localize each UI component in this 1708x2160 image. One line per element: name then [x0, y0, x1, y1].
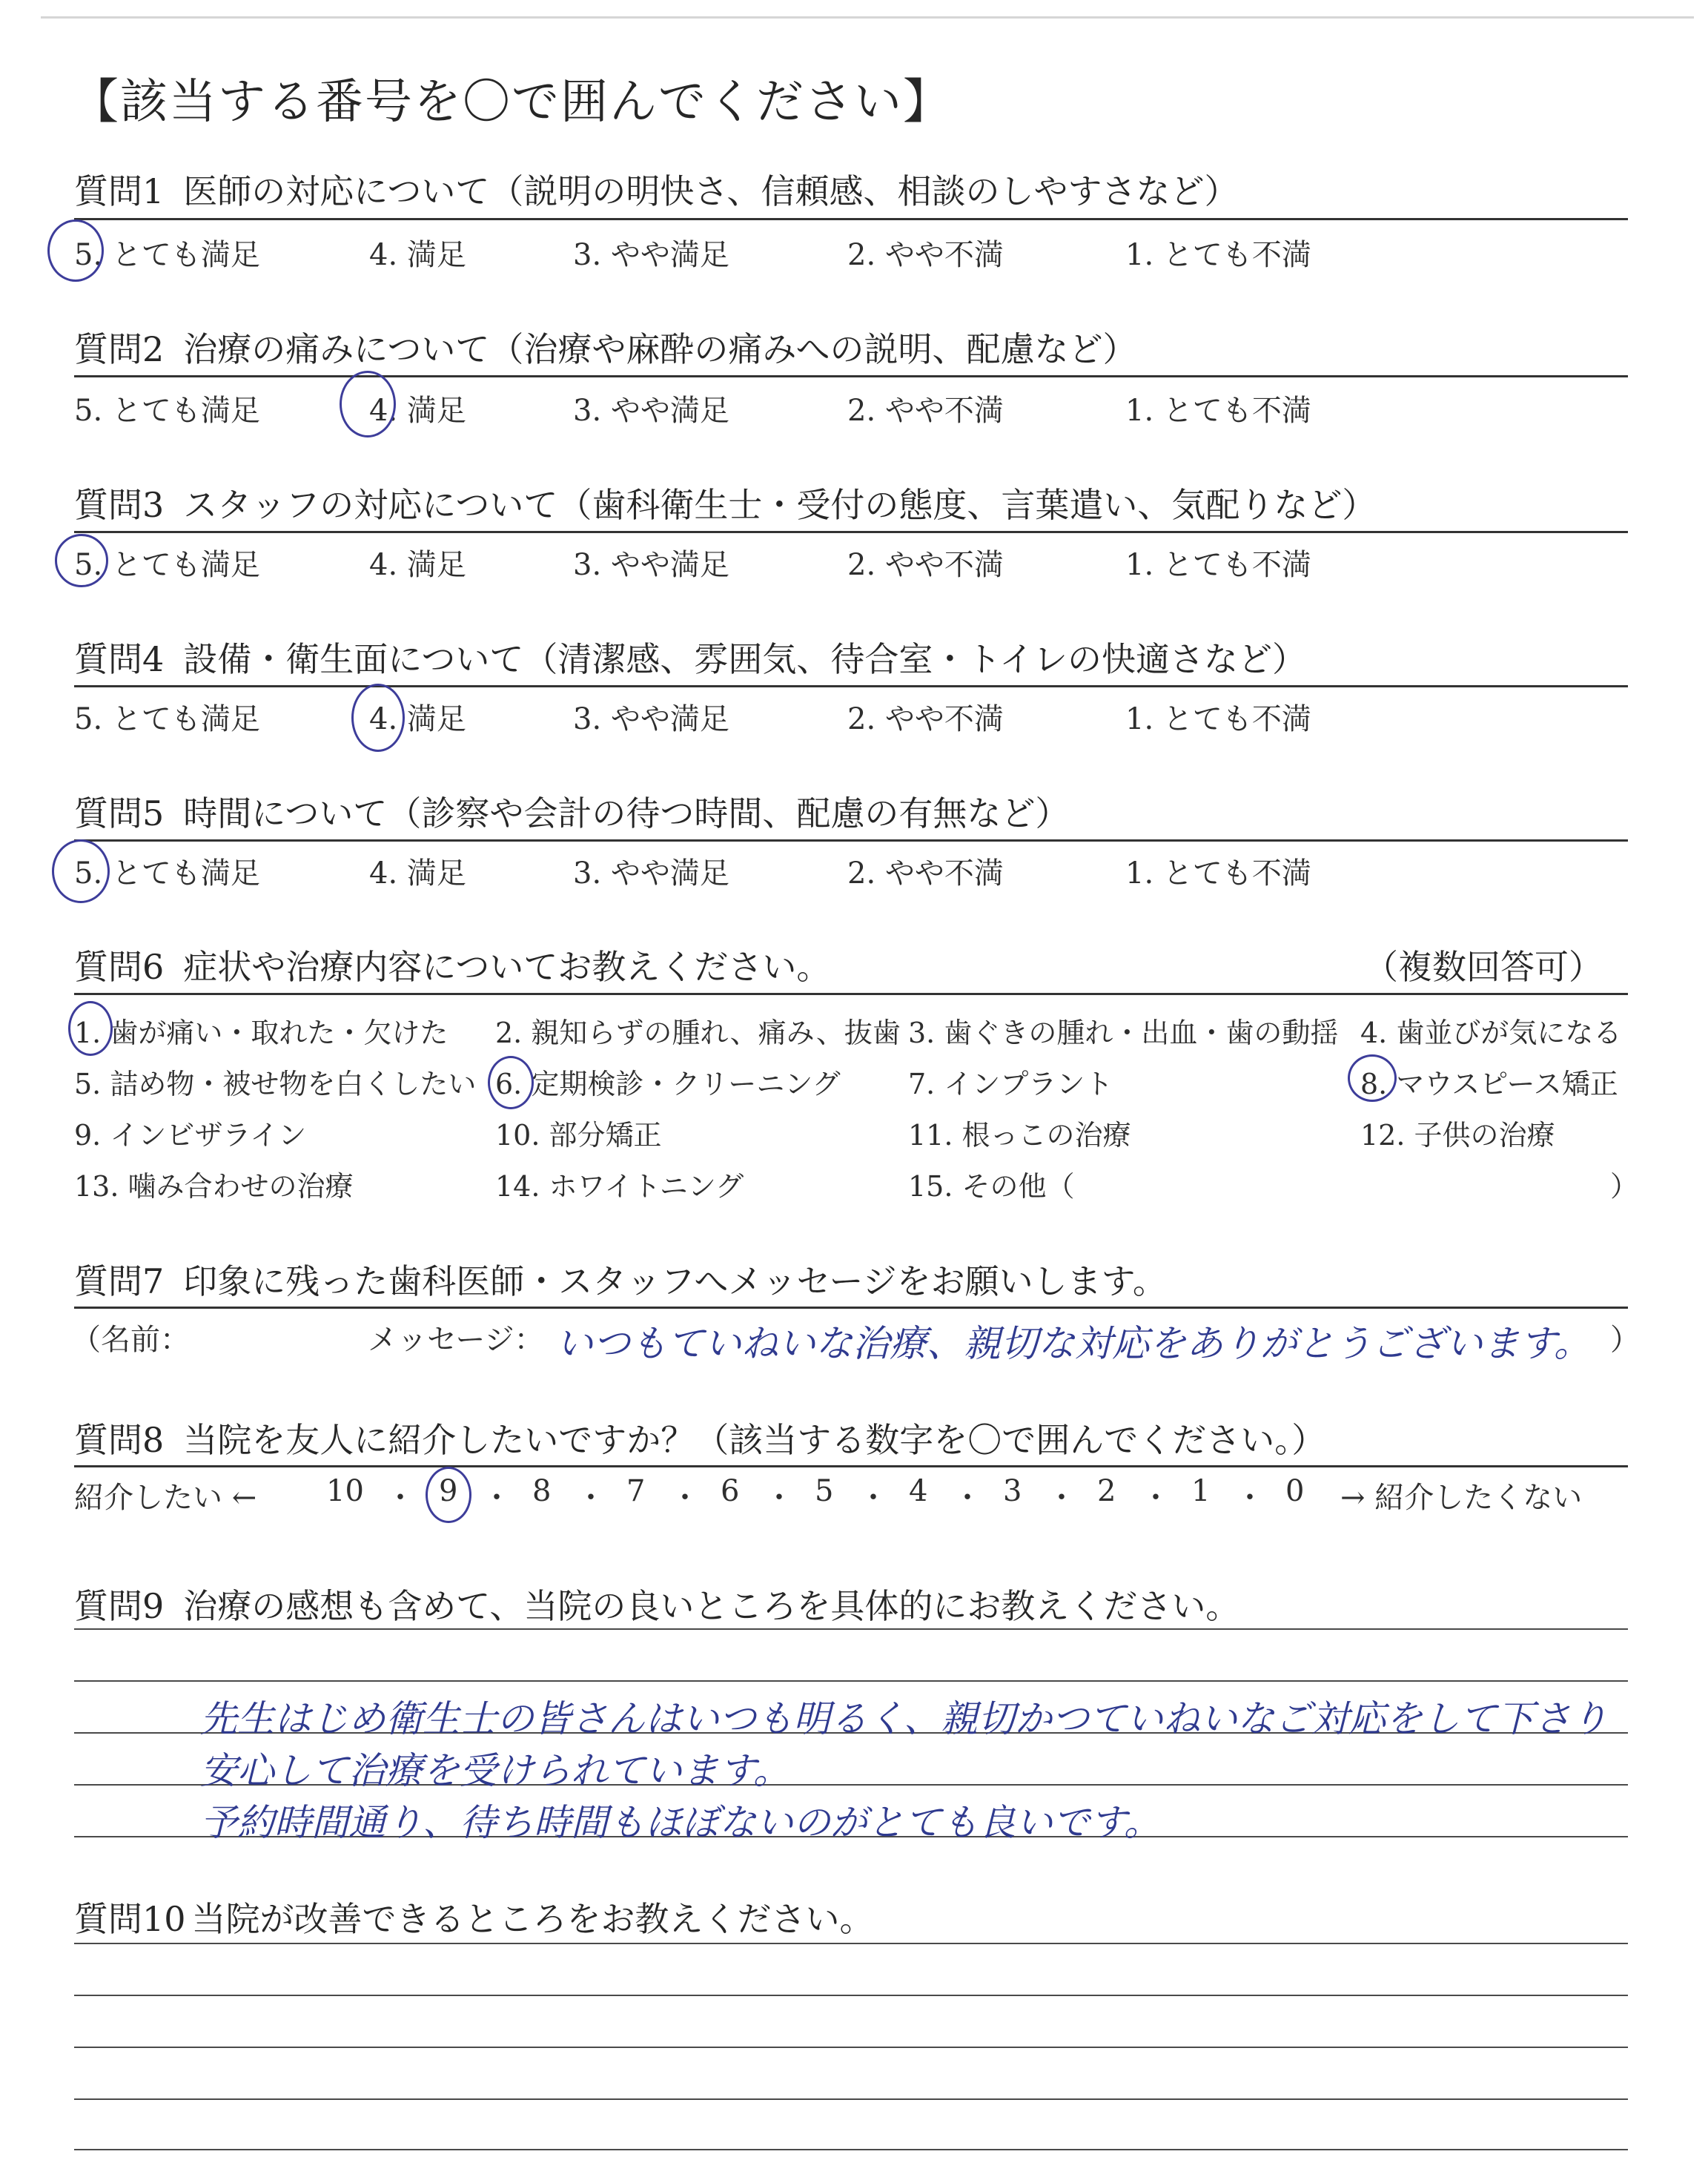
q4-option-4[interactable]: 4. 満足	[369, 702, 466, 736]
scale-2[interactable]: 2	[1097, 1474, 1116, 1508]
question-1-title	[74, 165, 1239, 214]
scale-separator: ・	[1141, 1481, 1171, 1515]
scale-separator: ・	[576, 1481, 606, 1515]
q1-option-4[interactable]: 4. 満足	[369, 238, 466, 272]
scale-separator: ・	[670, 1481, 700, 1515]
question-text: スタッフの対応について（歯科衛生士・受付の態度、言葉遣い、気配りなど）	[183, 485, 1377, 525]
scale-4[interactable]: 4	[909, 1474, 928, 1508]
answer-line	[74, 1995, 1628, 1996]
q2-option-5[interactable]: 5. とても満足	[74, 394, 260, 428]
question-text: 設備・衛生面について（清潔感、雰囲気、待合室・トイレの快適さなど）	[183, 639, 1307, 679]
question-8-title	[74, 1413, 1325, 1462]
message-label: メッセージ：	[368, 1323, 544, 1357]
q5-option-1[interactable]: 1. とても不満	[1125, 856, 1311, 891]
q6-other-close-paren: ）	[1610, 1170, 1639, 1203]
q6-option-11[interactable]: 11. 根っこの治療	[908, 1119, 1131, 1152]
scale-8[interactable]: 8	[532, 1474, 552, 1508]
scale-separator: ・	[482, 1481, 512, 1515]
handwritten-answer-line-3: 予約時間通り、待ち時間もほぼないのがとても良いです。	[200, 1801, 1161, 1844]
scale-separator: ・	[858, 1481, 888, 1515]
question-number: 質問5	[74, 793, 165, 833]
answer-line	[74, 1943, 1628, 1944]
question-text: 医師の対応について（説明の明快さ、信頼感、相談のしやすさなど）	[183, 171, 1239, 211]
answer-line	[74, 2149, 1628, 2150]
q6-option-15[interactable]: 15. その他（	[908, 1170, 1075, 1203]
q2-option-2[interactable]: 2. やや不満	[847, 394, 1004, 428]
question-text: 治療の痛みについて（治療や麻酔の痛みへの説明、配慮など）	[183, 329, 1137, 369]
question-6-title	[74, 940, 830, 989]
q1-option-3[interactable]: 3. やや満足	[573, 238, 729, 272]
scale-6[interactable]: 6	[721, 1474, 740, 1508]
multiple-answer-note: （複数回答可）	[1364, 947, 1603, 987]
answer-line	[74, 1628, 1628, 1630]
q5-option-4[interactable]: 4. 満足	[369, 856, 466, 891]
q1-option-2[interactable]: 2. やや不満	[847, 238, 1004, 272]
scale-separator: ・	[953, 1481, 982, 1515]
scale-separator: ・	[1235, 1481, 1265, 1515]
question-number: 質問8	[74, 1420, 165, 1460]
answer-line	[74, 1680, 1628, 1682]
question-6-rule	[74, 993, 1628, 995]
q3-option-2[interactable]: 2. やや不満	[847, 548, 1004, 582]
q1-option-5[interactable]: 5. とても満足	[74, 238, 260, 272]
question-text: 治療の感想も含めて、当院の良いところを具体的にお教えください。	[183, 1586, 1240, 1626]
handwritten-message: いつもていねいな治療、親切な対応をありがとうございます。	[556, 1322, 1591, 1365]
name-label: （名前：	[71, 1323, 190, 1357]
scale-separator: ・	[1047, 1481, 1076, 1515]
q2-option-4[interactable]: 4. 満足	[369, 394, 466, 428]
q2-option-3[interactable]: 3. やや満足	[573, 394, 729, 428]
scale-1[interactable]: 1	[1191, 1474, 1211, 1508]
question-2-rule	[74, 375, 1628, 377]
q5-option-3[interactable]: 3. やや満足	[573, 856, 729, 891]
scale-separator: ・	[764, 1481, 794, 1515]
q4-option-5[interactable]: 5. とても満足	[74, 702, 260, 736]
message-close-paren: ）	[1610, 1323, 1640, 1357]
q6-option-9[interactable]: 9. インビザライン	[74, 1119, 307, 1152]
q1-option-1[interactable]: 1. とても不満	[1125, 238, 1311, 272]
question-1-rule	[74, 218, 1628, 220]
q6-option-4[interactable]: 4. 歯並びが気になる	[1360, 1017, 1622, 1049]
q3-option-1[interactable]: 1. とても不満	[1125, 548, 1311, 582]
question-7-title	[74, 1255, 1167, 1304]
question-3-title	[74, 478, 1376, 527]
q6-option-7[interactable]: 7. インプラント	[908, 1068, 1113, 1100]
handwritten-answer-line-1: 先生はじめ衛生士の皆さんはいつも明るく、親切かつていねいなご対応をして下さり	[200, 1697, 1608, 1740]
q6-option-8[interactable]: 8. マウスピース矯正	[1360, 1068, 1618, 1100]
scale-3[interactable]: 3	[1003, 1474, 1022, 1508]
scale-separator: ・	[385, 1481, 415, 1515]
q6-option-12[interactable]: 12. 子供の治療	[1360, 1119, 1555, 1152]
question-7-rule	[74, 1307, 1628, 1309]
q3-option-3[interactable]: 3. やや満足	[573, 548, 729, 582]
question-number: 質問9	[74, 1586, 165, 1626]
q6-option-3[interactable]: 3. 歯ぐきの腫れ・出血・歯の動揺	[908, 1017, 1339, 1049]
q6-option-6[interactable]: 6. 定期検診・クリーニング	[495, 1068, 841, 1100]
question-number: 質問2	[74, 329, 165, 369]
question-text: 印象に残った歯科医師・スタッフへメッセージをお願いします。	[183, 1261, 1167, 1301]
question-number: 質問3	[74, 485, 165, 525]
question-4-rule	[74, 685, 1628, 687]
scale-right-label: → 紹介したくない	[1340, 1481, 1583, 1515]
question-10-title	[74, 1892, 874, 1941]
question-5-rule	[74, 839, 1628, 842]
question-number: 質問1	[74, 171, 165, 211]
answer-line	[74, 2047, 1628, 2048]
form-header: 【該当する番号を〇で囲んでください】	[71, 75, 952, 130]
q3-option-4[interactable]: 4. 満足	[369, 548, 466, 582]
scale-0[interactable]: 0	[1285, 1474, 1305, 1508]
q5-option-5[interactable]: 5. とても満足	[74, 856, 260, 891]
scale-7[interactable]: 7	[626, 1474, 646, 1508]
question-3-rule	[74, 531, 1628, 533]
question-5-title	[74, 787, 1069, 836]
question-8-rule	[74, 1465, 1628, 1467]
handwritten-answer-line-2: 安心して治療を受けられています。	[200, 1749, 790, 1792]
top-divider	[41, 16, 1694, 19]
q4-option-3[interactable]: 3. やや満足	[573, 702, 729, 736]
question-number: 質問7	[74, 1261, 165, 1301]
q6-option-2[interactable]: 2. 親知らずの腫れ、痛み、抜歯	[495, 1017, 901, 1049]
q2-option-1[interactable]: 1. とても不満	[1125, 394, 1311, 428]
q6-option-1[interactable]: 1. 歯が痛い・取れた・欠けた	[74, 1017, 448, 1049]
answer-line	[74, 2098, 1628, 2100]
scale-10[interactable]: 10	[326, 1474, 364, 1508]
q4-option-1[interactable]: 1. とても不満	[1125, 702, 1311, 736]
question-text: 当院を友人に紹介したいですか？（該当する数字を〇で囲んでください。）	[183, 1420, 1326, 1460]
q4-option-2[interactable]: 2. やや不満	[847, 702, 1004, 736]
question-text: 時間について（診察や会計の待つ時間、配慮の有無など）	[183, 793, 1070, 833]
q6-option-5[interactable]: 5. 詰め物・被せ物を白くしたい	[74, 1068, 477, 1100]
question-9-title	[74, 1579, 1239, 1628]
question-text: 当院が改善できるところをお教えください。	[191, 1899, 874, 1939]
question-4-title	[74, 633, 1306, 681]
question-number: 質問10	[74, 1899, 186, 1939]
scale-9[interactable]: 9	[439, 1474, 458, 1508]
q6-option-10[interactable]: 10. 部分矯正	[495, 1119, 662, 1152]
question-text: 症状や治療内容についてお教えください。	[183, 947, 831, 987]
q6-option-14[interactable]: 14. ホワイトニング	[495, 1170, 744, 1203]
q5-option-2[interactable]: 2. やや不満	[847, 856, 1004, 891]
scale-left-label: 紹介したい ←	[74, 1481, 257, 1515]
q3-option-5[interactable]: 5. とても満足	[74, 548, 260, 582]
question-number: 質問4	[74, 639, 165, 679]
scale-5[interactable]: 5	[815, 1474, 834, 1508]
q6-option-13[interactable]: 13. 噛み合わせの治療	[74, 1170, 354, 1203]
question-2-title	[74, 323, 1136, 371]
question-number: 質問6	[74, 947, 165, 987]
